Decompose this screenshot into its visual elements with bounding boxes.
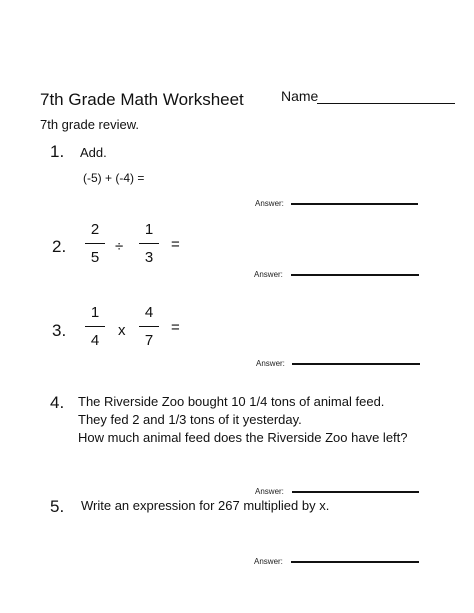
question-2-fraction-a-denominator: 5 xyxy=(90,249,100,266)
question-1-instruction: Add. xyxy=(80,145,107,160)
question-3-fraction-b-denominator: 7 xyxy=(144,332,154,349)
question-5-number: 5. xyxy=(50,497,65,516)
question-4-line-1: The Riverside Zoo bought 10 1/4 tons of animal feed. xyxy=(78,394,385,409)
worksheet-title: 7th Grade Math Worksheet xyxy=(40,90,244,109)
question-3-fraction-a-numerator: 1 xyxy=(90,304,100,321)
answer-1-line[interactable] xyxy=(291,203,418,205)
question-2-operator: ÷ xyxy=(115,238,124,255)
answer-2-line[interactable] xyxy=(291,274,419,276)
question-3-fraction-a xyxy=(85,303,105,351)
answer-1-label: Answer: xyxy=(255,199,284,208)
worksheet-subtitle: 7th grade review. xyxy=(40,117,140,132)
answer-2-label: Answer: xyxy=(254,270,283,279)
question-2-fraction-a xyxy=(85,220,105,268)
question-2-fraction-b-bar xyxy=(139,243,159,244)
question-1-number: 1. xyxy=(50,142,65,161)
answer-3-label: Answer: xyxy=(256,359,285,368)
question-4-number: 4. xyxy=(50,393,65,412)
question-5-text: Write an expression for 267 multiplied by x. xyxy=(81,498,330,513)
question-4-line-2: They fed 2 and 1/3 tons of it yesterday. xyxy=(78,412,302,427)
answer-5-line[interactable] xyxy=(291,561,419,563)
question-3-number: 3. xyxy=(52,321,67,340)
question-2-number: 2. xyxy=(52,237,67,256)
question-1-expression: (-5) + (-4) = xyxy=(83,171,145,185)
question-3-operator: x xyxy=(118,322,126,339)
answer-3-line[interactable] xyxy=(292,363,420,365)
question-4-line-3: How much animal feed does the Riverside Zoo have left? xyxy=(78,430,408,445)
question-2-fraction-b-denominator: 3 xyxy=(144,249,154,266)
question-3-fraction-a-bar xyxy=(85,326,105,327)
question-2-equals: = xyxy=(171,236,180,253)
question-3-fraction-b-numerator: 4 xyxy=(144,304,154,321)
question-2-fraction-a-numerator: 2 xyxy=(90,221,100,238)
question-3-equals: = xyxy=(171,319,180,336)
answer-4-label: Answer: xyxy=(255,487,284,496)
name-label: Name xyxy=(281,88,319,104)
question-3-fraction-b-bar xyxy=(139,326,159,327)
question-3-fraction-a-denominator: 4 xyxy=(90,332,100,349)
question-3-fraction-b xyxy=(139,303,159,351)
answer-5-label: Answer: xyxy=(254,557,283,566)
question-2-fraction-a-bar xyxy=(85,243,105,244)
question-2-fraction-b-numerator: 1 xyxy=(144,221,154,238)
answer-4-line[interactable] xyxy=(292,491,419,493)
question-2-fraction-b xyxy=(139,220,159,268)
name-field-line[interactable] xyxy=(317,103,455,104)
